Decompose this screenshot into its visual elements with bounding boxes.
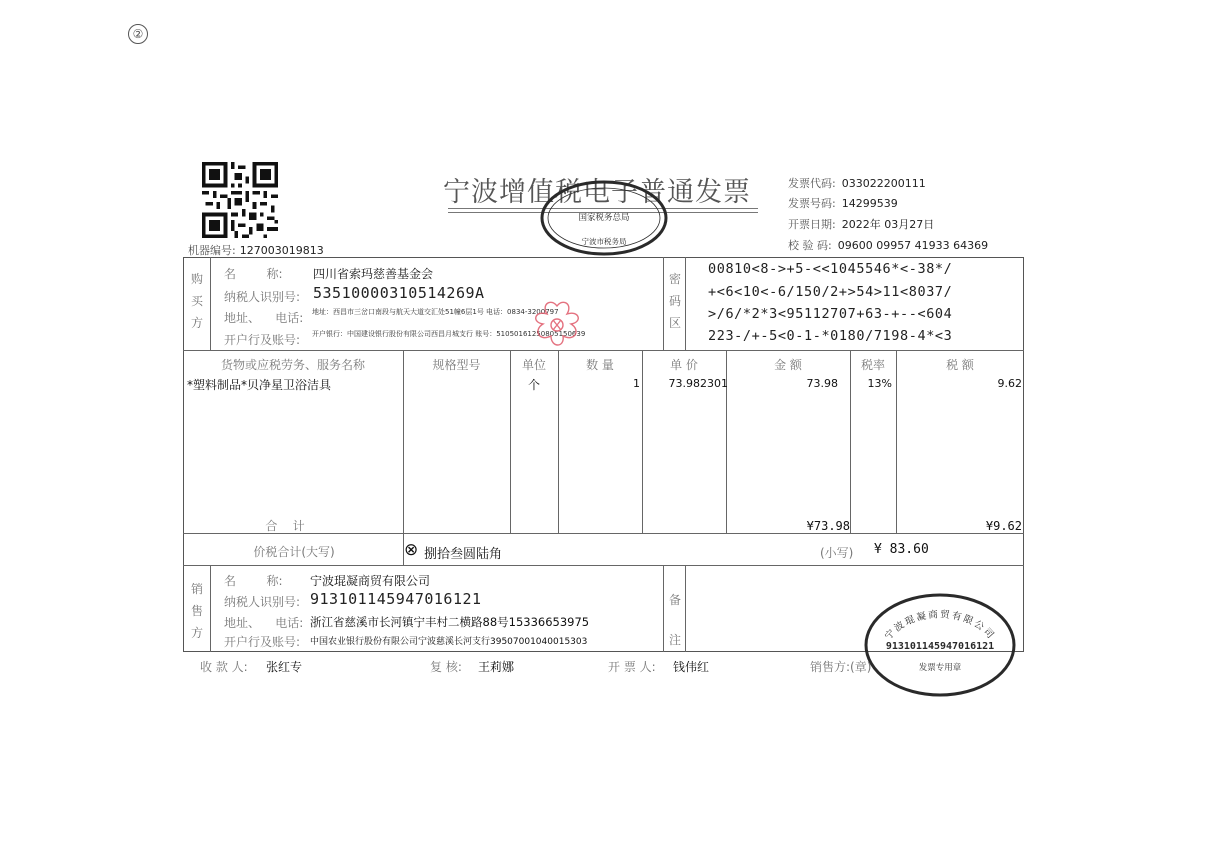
col-header-unit: 单位 xyxy=(521,358,546,372)
password-line: 223-/+-5<0-1-*0180/7198-4*<3 xyxy=(708,328,953,344)
tax-bureau-stamp-top: 国家税务总局 xyxy=(578,213,630,223)
invoice-code-label: 发票代码: xyxy=(788,177,836,190)
subtotal-amount: ¥73.98 xyxy=(806,519,850,533)
payee-label: 收 款 人: xyxy=(200,660,248,674)
side-char: 备 xyxy=(668,593,681,607)
item-amount: 73.98 xyxy=(806,377,838,390)
seller-address: 浙江省慈溪市长河镇宁丰村二横路88号15336653975 xyxy=(310,615,590,629)
col-divider xyxy=(896,350,897,533)
col-header-spec: 规格型号 xyxy=(432,358,481,372)
total-small-label: (小写) xyxy=(820,546,854,560)
check-code-label: 校 验 码: xyxy=(788,239,832,252)
side-char: 密 xyxy=(668,272,681,286)
machine-number-value: 127003019813 xyxy=(239,244,324,257)
col-divider xyxy=(558,350,559,533)
buyer-bank: 开户银行：中国建设银行股份有限公司西昌月城支行 账号：51050161250805150639 xyxy=(312,330,586,338)
seller-invoice-stamp xyxy=(863,592,1017,698)
item-tax: 9.62 xyxy=(997,377,1022,390)
seller-stamp-arc-text: 宁波琨凝商贸有限公司 xyxy=(883,609,997,643)
reviewer-name: 王莉娜 xyxy=(478,660,515,674)
col-header-amount: 金 额 xyxy=(774,358,802,372)
seller-stamp-bottom: 发票专用章 xyxy=(918,663,962,673)
item-rate: 13% xyxy=(867,377,892,390)
reviewer-label: 复 核: xyxy=(430,660,462,674)
buyer-taxid: 53510000310514269A xyxy=(313,284,485,302)
seller-name: 宁波琨凝商贸有限公司 xyxy=(310,574,431,588)
remarks-side-label xyxy=(664,580,686,660)
item-qty: 1 xyxy=(633,377,640,390)
row-divider xyxy=(183,565,1024,566)
item-name: *塑料制品*贝净星卫浴洁具 xyxy=(187,378,332,392)
side-char: 买 xyxy=(190,294,203,308)
col-header-rate: 税率 xyxy=(860,358,885,372)
tax-bureau-stamp-bottom: 宁波市税务局 xyxy=(581,237,627,246)
machine-number xyxy=(188,242,324,258)
password-line: >/6/*2*3<95112707+63-+--<604 xyxy=(708,306,953,322)
payee-name: 张红专 xyxy=(266,660,303,674)
red-seal xyxy=(523,298,591,350)
invoice-date-value: 2022年 03月27日 xyxy=(841,218,935,231)
side-char: 销 xyxy=(190,582,203,596)
col-divider xyxy=(403,350,404,533)
seller-taxid: 913101145947016121 xyxy=(310,590,482,608)
buyer-address: 地址：西昌市三岔口南段与航天大道交汇处51幢6层1号 电话：0834-3200797 xyxy=(312,308,559,316)
subtotal-label: 合 计 xyxy=(265,519,305,533)
password-line: +<6<10<-6/150/2+>54>11<8037/ xyxy=(708,284,953,300)
invoice-date-label: 开票日期: xyxy=(788,218,836,231)
item-price: 73.982301 xyxy=(668,377,728,390)
col-divider xyxy=(210,565,211,652)
seller-bank: 中国农业银行股份有限公司宁波慈溪长河支行39507001040015303 xyxy=(310,637,588,647)
invoice-number xyxy=(788,195,898,211)
seller-side-label xyxy=(184,578,210,644)
invoice-date xyxy=(788,216,934,232)
side-char: 购 xyxy=(190,272,203,286)
buyer-side-label xyxy=(184,268,210,334)
qr-code xyxy=(202,162,278,238)
buyer-bank-label: 开户行及账号: xyxy=(224,333,301,347)
col-divider xyxy=(642,350,643,533)
buyer-name-label: 名 称: xyxy=(224,267,283,281)
side-char: 方 xyxy=(190,316,203,330)
check-code-value: 09600 09957 41933 64369 xyxy=(837,239,989,252)
side-char: 码 xyxy=(668,294,681,308)
seller-taxid-label: 纳税人识别号: xyxy=(224,595,301,609)
seller-address-label: 地址、 电话: xyxy=(224,616,304,630)
seller-stamp-id: 913101145947016121 xyxy=(885,641,995,652)
item-unit: 个 xyxy=(527,378,540,392)
invoice-number-label: 发票号码: xyxy=(788,197,836,210)
col-header-name: 货物或应税劳务、服务名称 xyxy=(220,358,365,372)
total-small-value: ¥ 83.60 xyxy=(874,542,929,557)
subtotal-tax: ¥9.62 xyxy=(985,519,1022,533)
circle-x-icon: ⊗ xyxy=(404,540,419,560)
side-char: 注 xyxy=(668,633,681,647)
total-upper-label: 价税合计(大写) xyxy=(253,545,335,559)
total-upper-text: 捌拾叁圆陆角 xyxy=(424,547,503,562)
password-line: 00810<8->+5-<<1045546*<-38*/ xyxy=(708,261,953,277)
col-header-price: 单 价 xyxy=(670,358,698,372)
seller-name-label: 名 称: xyxy=(224,574,283,588)
side-char: 方 xyxy=(190,626,203,640)
seller-bank-label: 开户行及账号: xyxy=(224,635,301,649)
invoice-title: 宁波增值税电子普通发票 xyxy=(443,177,751,208)
tax-bureau-stamp xyxy=(540,180,668,256)
buyer-address-label: 地址、 电话: xyxy=(224,311,304,325)
svg-text:宁波琨凝商贸有限公司 xyxy=(882,608,996,642)
machine-number-label: 机器编号: xyxy=(188,244,236,257)
buyer-taxid-label: 纳税人识别号: xyxy=(224,290,301,304)
buyer-name: 四川省索玛慈善基金会 xyxy=(313,267,434,281)
drawer-name: 钱伟红 xyxy=(673,660,710,674)
invoice-number-value: 14299539 xyxy=(841,197,898,210)
drawer-label: 开 票 人: xyxy=(608,660,656,674)
seller-seal-label: 销售方:(章) xyxy=(810,660,872,674)
invoice-code xyxy=(788,175,926,191)
col-header-tax: 税 额 xyxy=(946,358,974,372)
check-code xyxy=(788,237,988,253)
row-divider xyxy=(183,350,1024,351)
invoice-code-value: 033022200111 xyxy=(841,177,926,190)
col-header-qty: 数 量 xyxy=(586,358,614,372)
password-side-label xyxy=(664,268,686,334)
page-number-mark: ② xyxy=(128,24,148,44)
side-char: 区 xyxy=(668,316,681,330)
col-divider xyxy=(210,257,211,350)
side-char: 售 xyxy=(190,604,203,618)
